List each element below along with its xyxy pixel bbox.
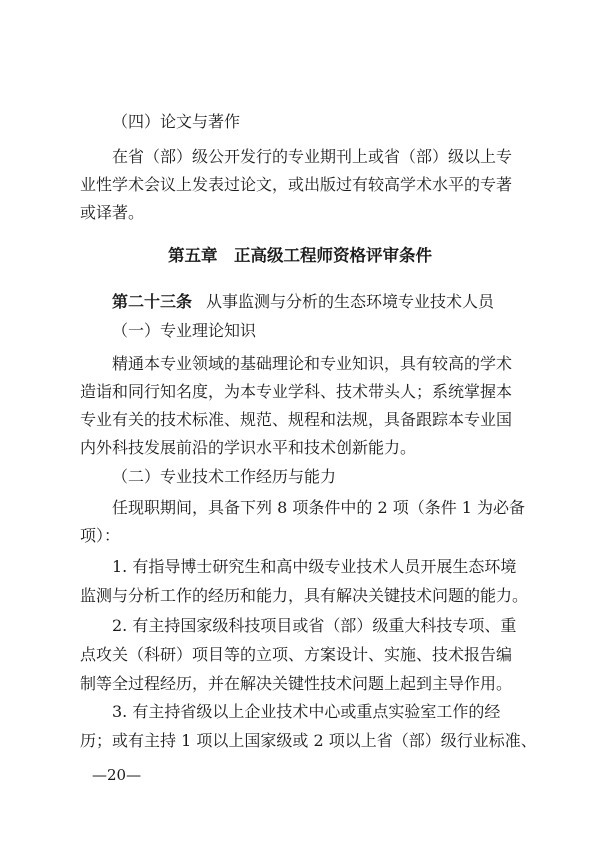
page-number: —20— — [92, 766, 142, 784]
paragraph-line: 业性学术会议上发表过论文，或出版过有较高学术水平的专著 — [80, 175, 513, 194]
subsection-heading-experience: （二）专业技术工作经历与能力 — [112, 467, 337, 486]
subsection-heading-theory: （一）专业理论知识 — [112, 321, 257, 340]
list-item-line: 1. 有指导博士研究生和高中级专业技术人员开展生态环境 — [112, 557, 517, 576]
paragraph-line: 在省（部）级公开发行的专业期刊上或省（部）级以上专 — [112, 147, 513, 166]
list-item-line: 点攻关（科研）项目等的立项、方案设计、实施、技术报告编 — [80, 645, 513, 664]
section-heading-papers: （四）论文与著作 — [112, 112, 241, 131]
paragraph-line: 项）： — [80, 526, 121, 545]
article-number: 第二十三条 — [112, 292, 193, 311]
list-item-line: 监测与分析工作的经历和能力，具有解决关键技术问题的能力。 — [80, 586, 529, 605]
list-item-line: 制等全过程经历，并在解决关键性技术问题上起到主导作用。 — [80, 674, 513, 693]
paragraph-line: 精通本专业领域的基础理论和专业知识，具有较高的学术 — [112, 354, 513, 373]
list-item-line: 2. 有主持国家级科技项目或省（部）级重大科技专项、重 — [112, 616, 517, 635]
list-item-line: 历；或有主持 1 项以上国家级或 2 项以上省（部）级行业标准、 — [80, 731, 537, 750]
paragraph-line: 专业有关的技术标准、规范、规程和法规，具备跟踪本专业国 — [80, 410, 513, 429]
paragraph-line: 造诣和同行知名度，为本专业学科、技术带头人；系统掌握本 — [80, 382, 513, 401]
chapter-title: 第五章 正高级工程师资格评审条件 — [168, 246, 432, 265]
list-item-line: 3. 有主持省级以上企业技术中心或重点实验室工作的经 — [112, 702, 501, 721]
paragraph-line: 任现职期间，具备下列 8 项条件中的 2 项（条件 1 为必备 — [112, 498, 526, 517]
article-text: 从事监测与分析的生态环境专业技术人员 — [206, 292, 495, 311]
paragraph-line: 或译著。 — [80, 203, 145, 222]
paragraph-line: 内外科技发展前沿的学识水平和技术创新能力。 — [80, 438, 417, 457]
article-line — [0, 292, 600, 312]
